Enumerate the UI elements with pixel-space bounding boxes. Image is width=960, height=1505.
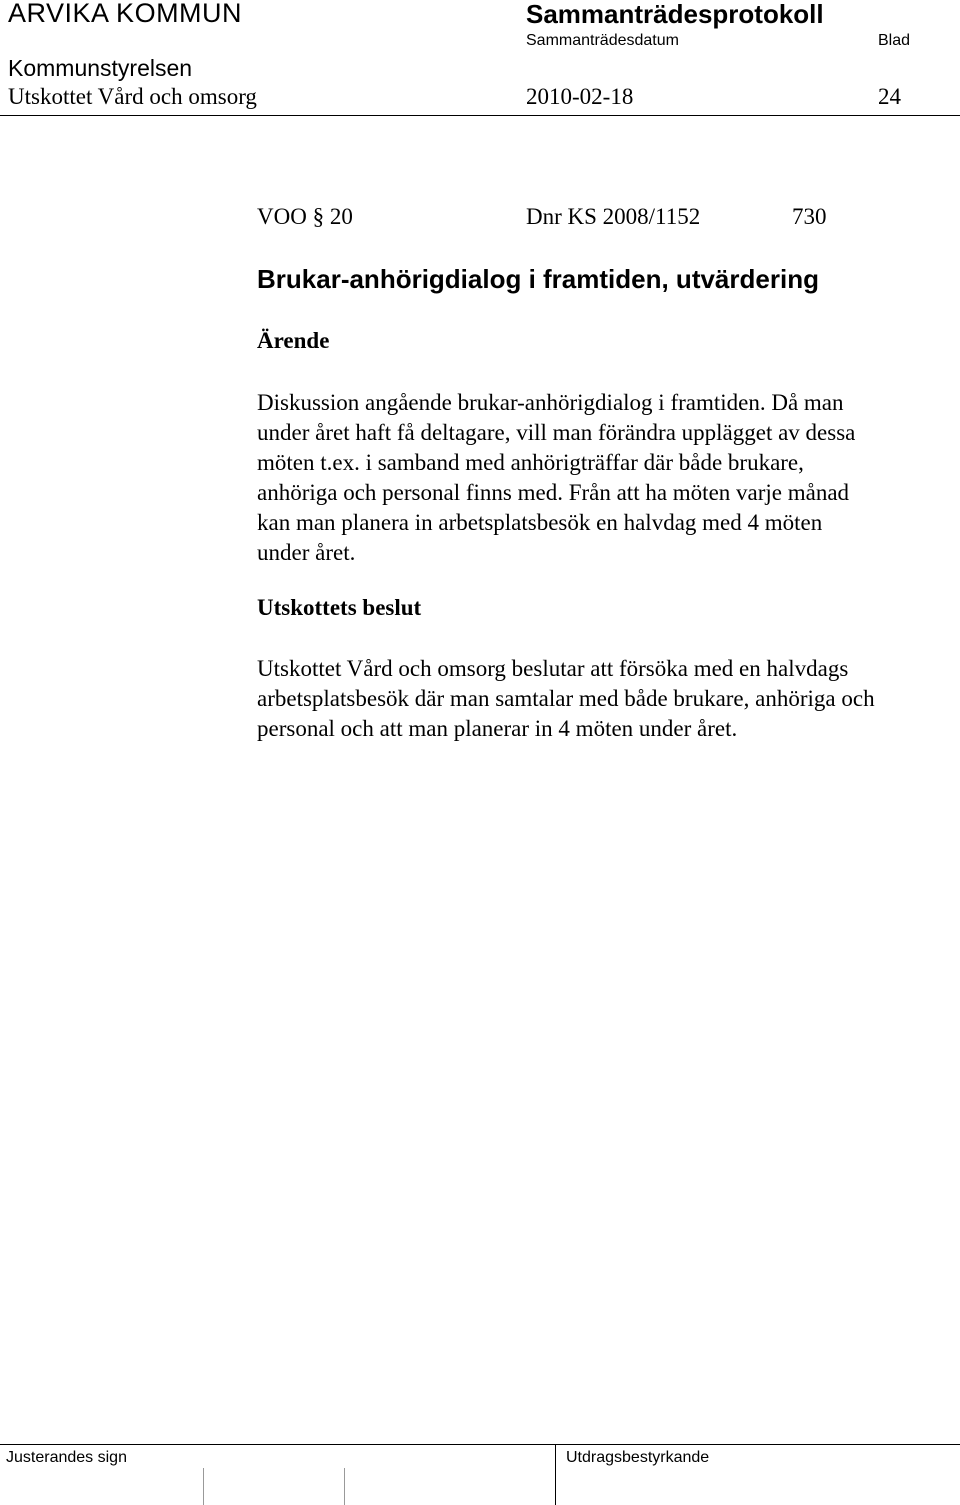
meeting-date-label: Sammanträdesdatum [526,32,679,49]
arende-line: anhöriga och personal finns med. Från att ha möten varje månad [257,480,850,505]
header-divider [0,115,960,116]
item-code: 730 [792,204,827,229]
meeting-date: 2010-02-18 [526,84,634,109]
decision-line: Utskottet Vård och omsorg beslutar att försöka med en halvdags [257,656,849,681]
item-number: VOO § 20 [257,204,353,229]
document-type: Sammanträdesprotokoll [526,0,824,29]
committee-name: Kommunstyrelsen [8,55,193,81]
arende-line: kan man planera in arbetsplatsbesök en halvdag med 4 möten [257,510,823,535]
extract-certification-label: Utdragsbestyrkande [566,1449,710,1466]
signature-box-divider [344,1468,345,1505]
arende-line: under året haft få deltagare, vill man förändra upplägget av dessa [257,420,856,445]
decision-body [257,654,957,744]
decision-heading: Utskottets beslut [257,595,422,620]
item-dnr: Dnr KS 2008/1152 [526,204,701,229]
decision-line: personal och att man planerar in 4 möten under året. [257,716,738,741]
arende-body [257,388,957,568]
footer-divider [0,1444,960,1445]
org-logo-text: ARVIKA KOMMUN [8,0,243,28]
arende-line: under året. [257,540,356,565]
sheet-label: Blad [878,32,911,49]
item-title: Brukar-anhörigdialog i framtiden, utvärdering [257,264,819,294]
unit-name: Utskottet Vård och omsorg [8,84,257,109]
arende-line: möten t.ex. i samband med anhörigträffar där både brukare, [257,450,804,475]
arende-heading: Ärende [257,328,330,353]
sheet-number: 24 [878,84,901,109]
decision-line: arbetsplatsbesök där man samtalar med både brukare, anhöriga och [257,686,875,711]
signature-label: Justerandes sign [6,1449,127,1466]
signature-box-divider [203,1468,204,1505]
footer-column-separator [555,1444,556,1505]
arende-line: Diskussion angående brukar-anhörigdialog i framtiden. Då man [257,390,844,415]
